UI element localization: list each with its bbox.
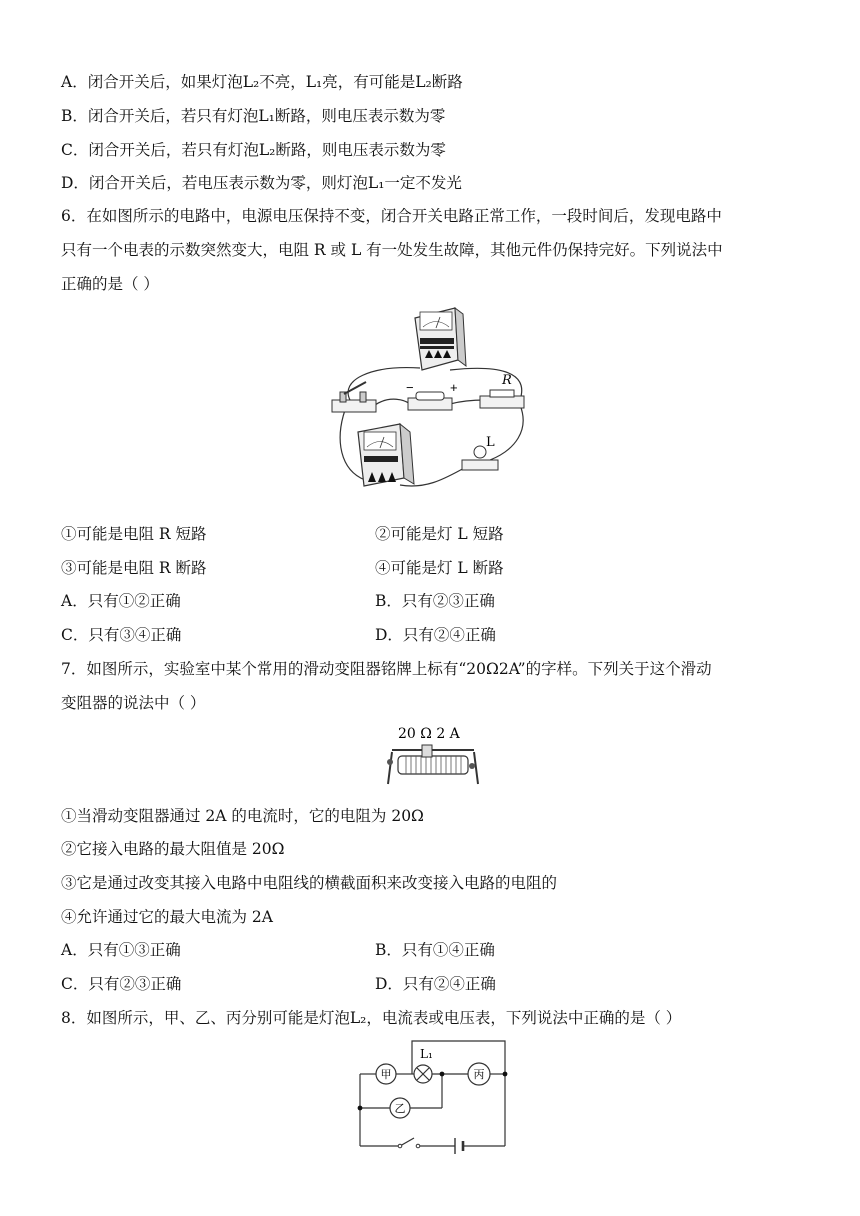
q7-statement-3: ③它是通过改变其接入电路中电阻线的横截面积来改变接入电路的电阻的 — [61, 874, 558, 892]
q7-option-c: C．只有②③正确 — [61, 975, 182, 993]
svg-text:−: − — [406, 380, 414, 395]
q6-stem-line2: 只有一个电表的示数突然变大，电阻 R 或 L 有一处发生故障，其他元件仍保持完好。下列说法中 — [61, 241, 723, 259]
svg-text:甲: 甲 — [380, 1068, 392, 1081]
rheostat-icon — [387, 745, 478, 784]
svg-text:L: L — [486, 435, 495, 450]
ammeter-icon — [358, 424, 414, 486]
q6-circuit-figure — [330, 300, 530, 508]
svg-text:L₁: L₁ — [420, 1047, 433, 1061]
q6-statement-4: ④可能是灯 L 断路 — [375, 559, 504, 577]
q5-option-a: A．闭合开关后，如果灯泡L₂不亮，L₁亮，有可能是L₂断路 — [61, 73, 463, 91]
q6-option-c: C．只有③④正确 — [61, 626, 182, 644]
q7-statement-2: ②它接入电路的最大阻值是 20Ω — [61, 840, 285, 858]
q7-stem-line2: 变阻器的说法中（ ） — [61, 694, 206, 712]
q7-option-a: A．只有①③正确 — [61, 941, 181, 959]
q6-statement-1: ①可能是电阻 R 短路 — [61, 525, 207, 543]
q6-options-row2 — [61, 622, 798, 648]
q6-option-a: A．只有①②正确 — [61, 592, 181, 610]
q7-stem-line1: 7．如图所示，实验室中某个常用的滑动变阻器铭牌上标有“20Ω2A”的字样。下列关于这个滑动 — [61, 660, 712, 678]
q6-statement-row1 — [61, 521, 798, 547]
q8-stem: 8．如图所示，甲、乙、丙分别可能是灯泡L₂，电流表或电压表，下列说法中正确的是（ ） — [61, 1009, 682, 1027]
q6-options-row1 — [61, 588, 798, 614]
q7-options-row2 — [61, 971, 798, 997]
battery-icon — [406, 380, 458, 410]
svg-text:乙: 乙 — [394, 1102, 406, 1115]
meter-jia-icon — [376, 1064, 396, 1084]
svg-text:+: + — [450, 380, 458, 395]
q7-option-b: B．只有①④正确 — [375, 941, 495, 959]
q5-option-c: C．闭合开关后，若只有灯泡L₂断路，则电压表示数为零 — [61, 141, 446, 159]
q7-statement-1: ①当滑动变阻器通过 2A 的电流时，它的电阻为 20Ω — [61, 807, 424, 825]
q7-options-row1 — [61, 937, 798, 963]
battery-symbol-icon — [455, 1138, 463, 1154]
q6-statement-2: ②可能是灯 L 短路 — [375, 525, 504, 543]
meter-yi-icon — [390, 1098, 410, 1118]
svg-text:R: R — [502, 373, 512, 388]
svg-text:20 Ω 2 A: 20 Ω 2 A — [398, 726, 460, 742]
q6-statement-row2 — [61, 555, 798, 581]
q6-option-b: B．只有②③正确 — [375, 592, 495, 610]
q6-stem-line3: 正确的是（ ） — [61, 275, 159, 293]
q7-statement-4: ④允许通过它的最大电流为 2A — [61, 908, 273, 926]
q5-option-d: D．闭合开关后，若电压表示数为零，则灯泡L₁一定不发光 — [61, 174, 462, 192]
meter-bing-icon — [468, 1063, 490, 1085]
switch-icon — [332, 382, 376, 412]
lamp-l1-icon — [414, 1047, 433, 1083]
voltmeter-icon — [415, 308, 466, 370]
q8-circuit-figure — [350, 1036, 520, 1156]
q6-statement-3: ③可能是电阻 R 断路 — [61, 559, 207, 577]
q6-stem-line1: 6．在如图所示的电路中，电源电压保持不变，闭合开关电路正常工作，一段时间后，发现电路中 — [61, 207, 722, 225]
q6-option-d: D．只有②④正确 — [375, 626, 496, 644]
svg-text:丙: 丙 — [473, 1068, 485, 1081]
q5-option-b: B．闭合开关后，若只有灯泡L₁断路，则电压表示数为零 — [61, 107, 446, 125]
lamp-icon — [462, 435, 498, 470]
q7-option-d: D．只有②④正确 — [375, 975, 496, 993]
q7-rheostat-figure — [380, 722, 480, 790]
